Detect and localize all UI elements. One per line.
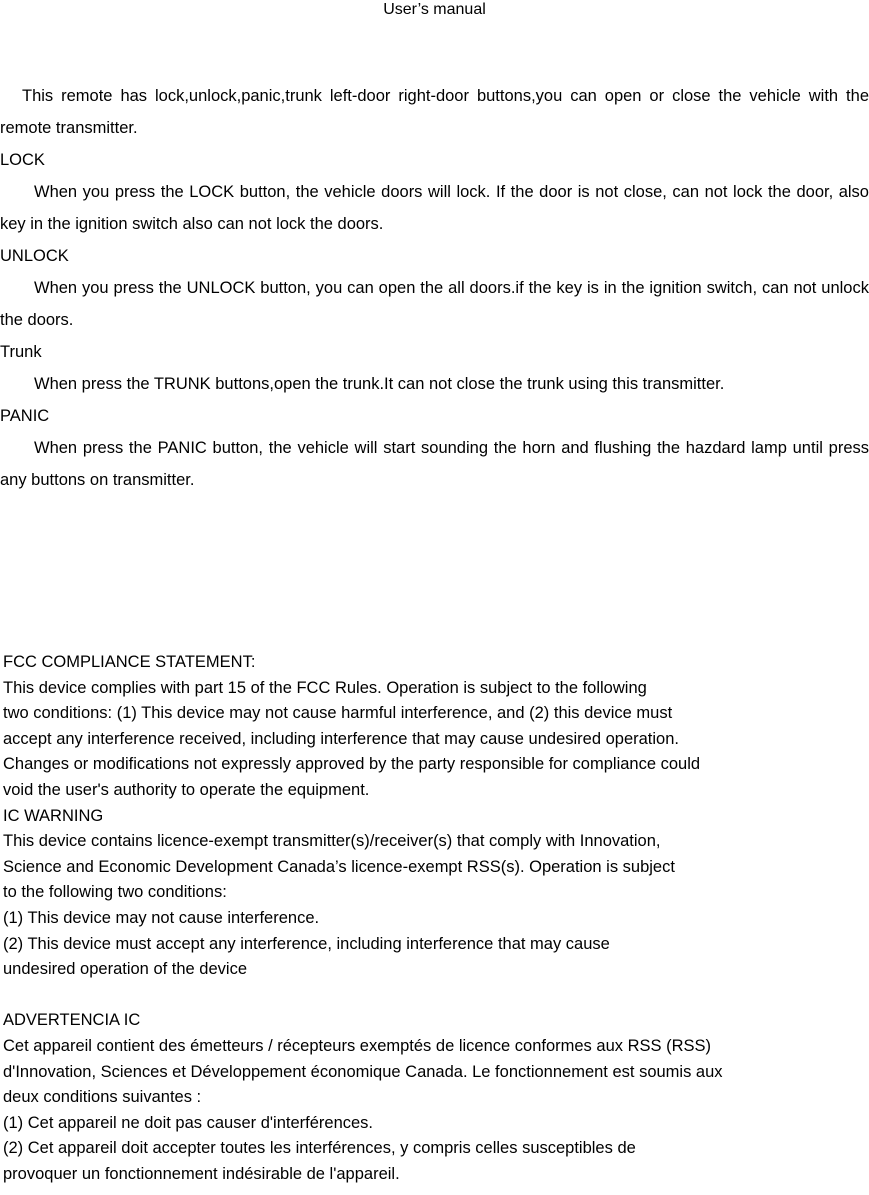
ic-line: to the following two conditions:	[3, 883, 227, 902]
section-heading-trunk: Trunk	[0, 343, 42, 361]
section-heading-panic: PANIC	[0, 407, 50, 425]
page-header	[0, 0, 869, 20]
header-title: User’s manual	[383, 1, 486, 18]
ic-line: Science and Economic Development Canada’s licence-exempt RSS(s). Operation is subject	[3, 857, 675, 876]
fcc-line: two conditions: (1) This device may not cause harmful interference, and (2) this device must	[3, 704, 673, 723]
advertencia-heading: ADVERTENCIA IC	[3, 1011, 141, 1030]
section-text-lock: When you press the LOCK button, the vehicle doors will lock. If the door is not close, can not lock the door, also key in the ignition switch also can not lock the doors.	[0, 183, 869, 233]
section-heading-unlock: UNLOCK	[0, 247, 69, 265]
ic-line: This device contains licence-exempt transmitter(s)/receiver(s) that comply with Innovation,	[3, 832, 661, 851]
fcc-line: accept any interference received, including interference that may cause undesired operation.	[3, 729, 679, 748]
advertencia-line: provoquer un fonctionnement indésirable de l'appareil.	[3, 1164, 400, 1183]
advertencia-line: (2) Cet appareil doit accepter toutes les interférences, y compris celles susceptibles de	[3, 1139, 636, 1158]
section-text-trunk: When press the TRUNK buttons,open the trunk.It can not close the trunk using this transmitter.	[34, 375, 725, 393]
section-heading-lock: LOCK	[0, 151, 45, 169]
section-text-panic: When press the PANIC button, the vehicle will start sounding the horn and flushing the hazdard lamp until press any buttons on transmitter.	[0, 439, 869, 489]
ic-line: (1) This device may not cause interference.	[3, 908, 320, 927]
intro-paragraph: This remote has lock,unlock,panic,trunk left-door right-door buttons,you can open or close the vehicle with the remote transmitter.	[0, 87, 869, 137]
advertencia-line: deux conditions suivantes :	[3, 1088, 202, 1107]
advertencia-line: (1) Cet appareil ne doit pas causer d'interférences.	[3, 1113, 374, 1132]
manual-body	[0, 80, 869, 496]
ic-line: undesired operation of the device	[3, 960, 248, 979]
fcc-line: Changes or modifications not expressly approved by the party responsible for compliance could	[3, 755, 701, 774]
fcc-line: void the user's authority to operate the equipment.	[3, 780, 370, 799]
advertencia-line: d'Innovation, Sciences et Développement économique Canada. Le fonctionnement est soumis aux	[3, 1062, 723, 1081]
compliance-block	[3, 650, 869, 1187]
ic-line: (2) This device must accept any interference, including interference that may cause	[3, 934, 610, 953]
fcc-line: This device complies with part 15 of the FCC Rules. Operation is subject to the following	[3, 678, 647, 697]
fcc-heading: FCC COMPLIANCE STATEMENT:	[3, 653, 256, 671]
advertencia-line: Cet appareil contient des émetteurs / récepteurs exemptés de licence conformes aux RSS (RSS)	[3, 1036, 712, 1055]
section-text-unlock: When you press the UNLOCK button, you can open the all doors.if the key is in the ignition switch, can not unlock the doors.	[0, 279, 869, 329]
section-spacer	[3, 983, 869, 1009]
ic-heading: IC WARNING	[3, 806, 104, 825]
